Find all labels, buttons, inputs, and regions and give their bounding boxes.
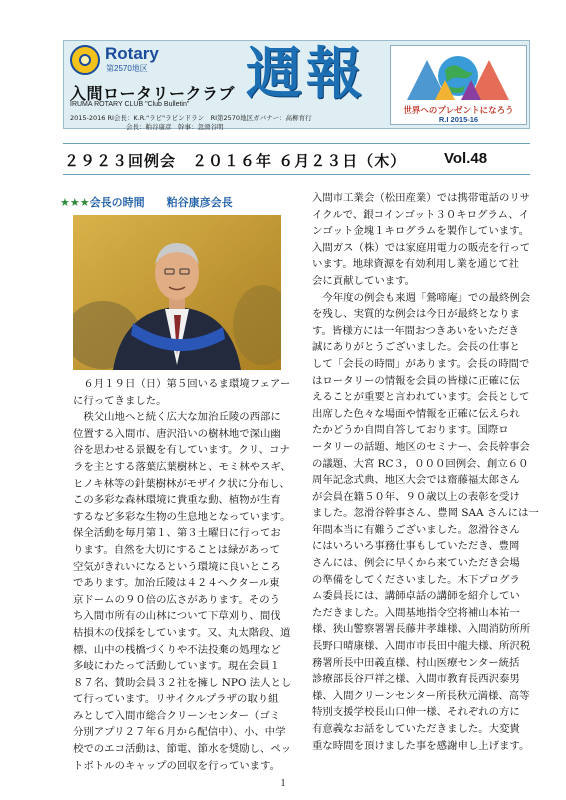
meeting-bottom-rule (63, 174, 530, 175)
article-line: 周年記念式典、地区大会では齋藤福太郎さん (312, 474, 520, 487)
article-line: 空気がきれいになるという環境に良いところ (73, 560, 281, 573)
president-photo (73, 215, 281, 370)
article-line: ６月１９日（日）第５回いるま環境フェアー (73, 378, 291, 390)
article-line: ８７名、賛助会員３２社を擁し NPO 法人とし (73, 676, 292, 689)
article-line: ンゴット金塊１キログラムを製作しています。 (312, 225, 530, 238)
article-line: さんには、例会に早くから来ていただき会場 (312, 557, 520, 570)
article-line: 様、入間クリーンセンター所長秋元満様、高等 (312, 689, 530, 702)
article-line: 谷を思わせる景観を有しています。クリ、コナ (73, 444, 290, 457)
article-line: が会員在籍５０年、９０歳以上の表彰を受け (312, 490, 520, 503)
meeting-info (64, 150, 530, 171)
rotary-logo-text: Rotary (105, 44, 159, 63)
club-name-english: IRUMA ROTARY CLUB "Club Bulletin" (70, 101, 190, 108)
article-right-column (312, 190, 539, 754)
article-line: ータリーの話題、地区のセミナー、会長幹事会 (312, 440, 530, 453)
section-stars: ★★★ (60, 196, 90, 209)
president-portrait-image (73, 215, 281, 370)
article-line: であります。加治丘陵は４２４ヘクタール東 (73, 577, 280, 590)
article-line: するなど多彩な生物の生息地となっています。 (73, 510, 291, 523)
article-line: 枯損木の伐採をしています。又、丸太階段、道 (73, 626, 291, 639)
article-line: 入間ガス（株）では家庭用電力の販売を行って (312, 241, 531, 254)
article-line: ち入間市所有の山林について下草刈り、間伐 (73, 610, 281, 623)
article-line: ました。忽滑谷幹事さん、豊岡 SAA さんには一 (312, 507, 539, 520)
article-line: 入間市工業会（松田産業）では携帯電話のリサ (312, 192, 530, 204)
article-line: す。皆様方には一年間おつきあいをいただき (312, 324, 519, 337)
article-line: にはいろいろ事務仕事もしていただき、豊岡 (312, 540, 520, 553)
article-line: 秩父山地へと続く広大な加治丘陵の西部に (73, 411, 281, 424)
article-line: みとして入間市総合クリーンセンター（ゴミ (73, 709, 281, 722)
section-author: 粕谷康彦会長 (166, 196, 233, 209)
article-line: 位置する入間市、唐沢沿いの樹林地で深山幽 (73, 427, 281, 440)
page-number: 1 (280, 778, 286, 789)
article-line: 有意義なお話をしていただきました。大変貴 (312, 723, 520, 735)
globe-gift-icon (399, 50, 517, 102)
meeting-top-rule (63, 143, 530, 144)
district-label: 第2570地区 (106, 64, 148, 73)
article-line: 特別支援学校長山口伸一様、それぞれの方に (312, 706, 520, 719)
article-line: 診療部長谷戸祥之様、入間市教育長西沢泰男 (312, 673, 520, 686)
article-line: トボトルのキャップの回収を行っています。 (73, 759, 280, 772)
article-line: を残し、実質的な例会は今日が最終となりま (312, 308, 520, 321)
article-line: います。地球資源を有効利用し業を通じて社 (312, 258, 519, 271)
article-line: 分別アプリ２７年６月から配信中）、小、中学 (73, 726, 286, 739)
article-line: 今年度の例会も来週「鶯啼庵」での最終例会 (312, 291, 531, 304)
article-line: 保全活動を毎月第１、第３土曜日に行ってお (73, 527, 281, 540)
article-line: に行ってきました。 (73, 394, 167, 407)
article-line: はロータリーの情報を会員の皆様に正確に伝 (312, 374, 520, 387)
article-line: この多彩な森林環境に貴重な動、植物が生育 (73, 494, 281, 507)
officers-line: 会長：粕谷康彦 幹事：忽滑谷明 (126, 123, 224, 131)
article-line: たかどうか自問自答しております。国際ロ (312, 424, 509, 437)
ri-theme-logo (390, 45, 527, 125)
article-line: 多岐にわたって活動しています。現在会員１ (73, 660, 280, 673)
article-line: 京ドームの９０倍の広さがあります。そのう (73, 593, 280, 606)
meeting-date: ２９２３回例会 ２０１６年 ６月２３日（木） (64, 152, 407, 170)
bulletin-header (63, 40, 530, 129)
club-name: 入間ロータリークラブ (70, 84, 236, 103)
section-title: 会長の時間 (89, 196, 145, 209)
article-line: ム委員長には、講師卓話の講師を紹介してい (312, 590, 520, 603)
article-line: 誠にありがとうございました。会長の仕事と (312, 341, 520, 354)
article-line: 校でのエコ活動は、節電、節水を奨励し、ペッ (73, 743, 292, 756)
article-line: して「会長の時間」があります。会長の時間で (312, 357, 530, 370)
article-line: ただきました。入間基地指令空将補山本祐一 (312, 606, 520, 619)
ri-theme-text: 世界へのプレゼントになろう (403, 106, 514, 116)
bulletin-title: 週報 (246, 42, 366, 107)
article-line: 重な時間を頂けました事を感謝申し上げます。 (312, 739, 530, 752)
article-left-column (73, 376, 291, 774)
volume-number: Vol.48 (444, 150, 488, 167)
article-line: 会に貢献しています。 (312, 274, 416, 287)
article-line: て行っています。リサイクルプラザの取り組 (73, 693, 279, 706)
article-line: 出席した色々な場面や情報を正確に伝えられ (312, 407, 520, 420)
rotary-wheel-icon (70, 45, 100, 75)
section-heading (60, 194, 233, 210)
article-line: ヒノキ林等の針葉樹林がモザイク状に分布し、 (73, 477, 290, 490)
article-line: の準備をしてくださいました。木下プログラ (312, 573, 520, 586)
article-line: の議題、大宮 RC３，０００回例会、創立６０ (312, 457, 529, 470)
article-line: 長野口晴康様、入間市市長田中龍夫様、所沢税 (312, 640, 531, 653)
article-line: 標、山中の桟橋づくりや不法投棄の処理など (73, 643, 281, 656)
article-line: 務署所長中田義直様、村山医療センター統括 (312, 656, 520, 669)
article-line: イクルで、銀コインゴット３０キログラム、イ (312, 208, 530, 221)
article-line: えることが重要と言われています。会長として (312, 391, 530, 404)
article-line: ります。自然を大切にすることは緑があって (73, 543, 280, 556)
ri-president-line: 2015-2016 RI会長：K.R."ラビ"ラビンドラン RI第2570地区ガバナー：高柳育行 (70, 114, 312, 122)
article-line: 様、狭山警察署署長藤井孝雄様、入間消防所所 (312, 623, 531, 636)
ri-year-code: R.I 2015-16 (438, 115, 479, 124)
article-line: 年間本当に有難うございました。忽滑谷さん (312, 523, 520, 536)
article-line: ラを主とする落葉広葉樹林と、モミ林やスギ、 (73, 460, 291, 473)
